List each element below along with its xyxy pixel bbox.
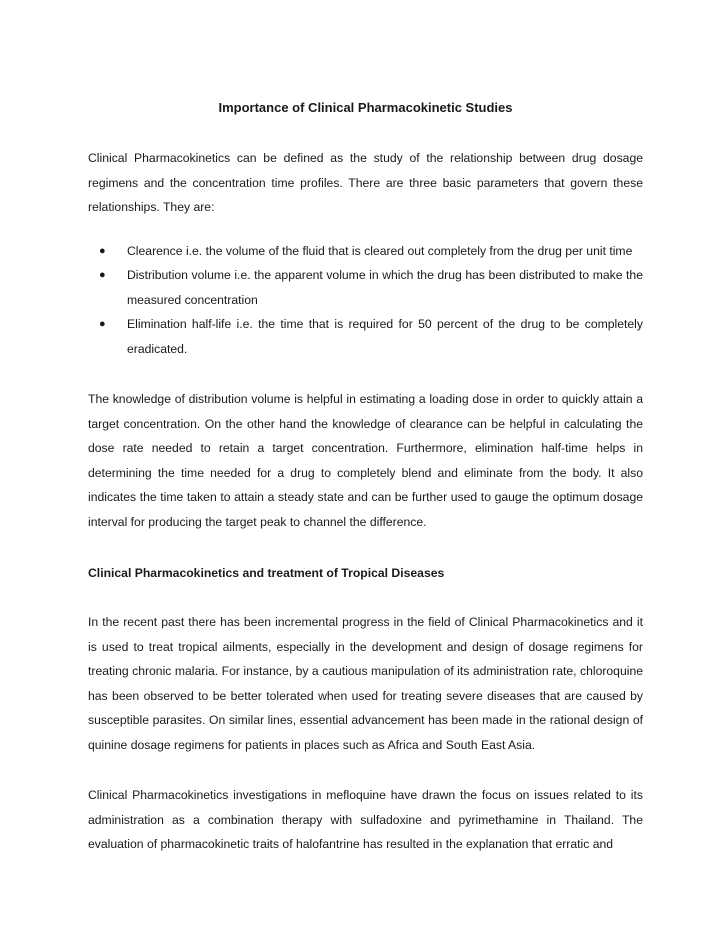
list-item-text: Clearence i.e. the volume of the fluid that is cleared out completely from the drug per unit time xyxy=(127,243,633,258)
list-item xyxy=(88,312,643,361)
list-item-text: Elimination half-life i.e. the time that is required for 50 percent of the drug to be completely eradicated. xyxy=(127,317,643,356)
mefloquine-paragraph: Clinical Pharmacokinetics investigations in mefloquine have drawn the focus on issues related to its administration as a combination therapy with sulfadoxine and pyrimethamine in Thailand. The evaluation of pharmacokinetic traits of halofantrine has resulted in the explanation that erratic and xyxy=(88,788,643,851)
section-heading: Clinical Pharmacokinetics and treatment of Tropical Diseases xyxy=(88,566,445,580)
list-item xyxy=(88,263,643,312)
document-page xyxy=(88,100,643,857)
parameter-list xyxy=(88,239,643,362)
intro-paragraph: Clinical Pharmacokinetics can be defined as the study of the relationship between drug dosage regimens and the concentration time profiles. There are three basic parameters that govern these relationships. They are: xyxy=(88,151,643,214)
list-item xyxy=(88,239,643,264)
list-item-text: Distribution volume i.e. the apparent volume in which the drug has been distributed to make the measured concentration xyxy=(127,268,643,307)
recent-progress-paragraph: In the recent past there has been incremental progress in the field of Clinical Pharmacokinetics and it is used to treat tropical ailments, especially in the development and design of dosage regimens for treating chronic malaria. For instance, by a cautious manipulation of its administration rate, chloroquine has been observed to be better tolerated when used for treating severe diseases that are caused by susceptible parasites. On similar lines, essential advancement has been made in the rational design of quinine dosage regimens for patients in places such as Africa and South East Asia. xyxy=(88,615,643,752)
bullet-icon: ● xyxy=(99,318,106,330)
bullet-icon: ● xyxy=(99,269,106,281)
knowledge-paragraph: The knowledge of distribution volume is helpful in estimating a loading dose in order to quickly attain a target concentration. On the other hand the knowledge of clearance can be helpful in calculating the dose rate needed to retain a target concentration. Furthermore, elimination half-time helps in determining the time needed for a drug to completely blend and eliminate from the body. It also indicates the time taken to attain a steady state and can be further used to gauge the optimum dosage interval for producing the target peak to channel the difference. xyxy=(88,392,643,529)
document-title: Importance of Clinical Pharmacokinetic Studies xyxy=(218,100,513,115)
bullet-icon: ● xyxy=(99,244,106,257)
